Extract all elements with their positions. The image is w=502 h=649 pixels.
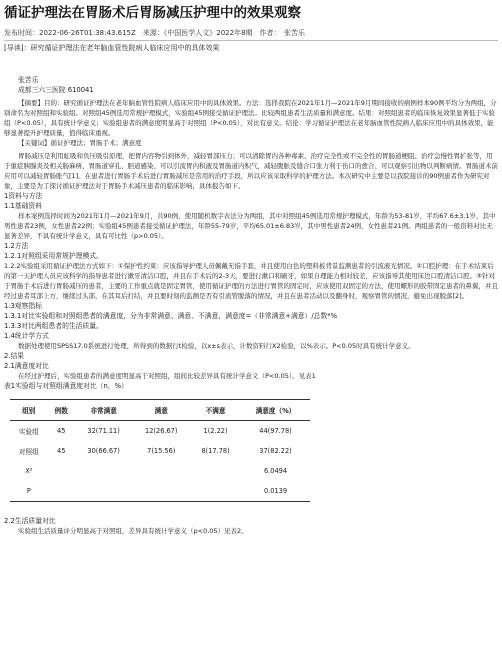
paragraph: 1.2.2实验组采用循证护理法方式如下：①保护性约束：应该指导护理人员佩戴无指手套，并且使用白色的塑料板背景监测患者的引流液光情况。②口腔护理：在手术结束后的第一天护理人员应该科学的指导患者进行漱牙清洁口腔，并且在手术后的2-3天，要进行漱口和刷牙，如果自理能力相对较差，应该指导其使用床边口腔清洁口腔。③针对于胃肠手术后进行胃肠减压的患者，主要的工作重点就是固定胃管，使用循证护理的方法进行胃管的固定时，应该使用双固定的方法，使用螺形的胶带固定患者的鼻翼，并且经过患者耳部上方，继续过头部，在其耳后打结，并且要时刻的监测是否有引流管脱落的情况，并且在患者活动以及翻身时，观察胃管的情况，避免出现脱落[2]。 <box>4 262 498 300</box>
table-cell <box>48 461 75 481</box>
table-cell: 7(15.56) <box>147 447 176 455</box>
table-cell: 37(82.22) <box>259 447 292 455</box>
table-row <box>10 481 310 502</box>
intro-paragraph: 胃肠减压是利用虹吸和负压吸引原理，把胃内容物引到体外，减轻胃部压力；可以清除胃内各种毒素、治疗完全性或不完全性的胃肠道梗阻、治疗急慢性胃扩张等，用于重症胰腺炎及相关肠麻痹、胃肠道穿孔、胆道感染、可以引流胃内积液及胃肠道内积气，减轻腹胀及缝合口张力利于伤口的愈合、可以观察引出物以判断病情。胃肠道术前应用可以减轻胃肠胀气[1]。在患者进行胃肠手术后进行胃肠减压是常用的治疗手段，所以应该采取科学的护理方法。本次研究中主要是以我院接诊的90例患者作为研究对象，主要是为了探讨循证护理法对于胃肠手术减压患者的临床影响，具体报告如下。 <box>4 152 498 190</box>
table-cell: X² <box>25 467 33 475</box>
table-row <box>10 421 310 442</box>
table-cell <box>75 461 133 481</box>
table-cell: 32(71.11) <box>87 427 120 435</box>
article-title: 循证护理法在胃肠术后胃肠减压护理中的效果观察 <box>4 5 301 21</box>
table-cell: 45 <box>57 447 66 455</box>
table-cell: 30(66.67) <box>87 447 120 455</box>
table-cell <box>190 461 241 481</box>
table-cell: 实验组 <box>18 428 39 436</box>
table-caption: 表1实验组与对照组满意度对比（n，%） <box>4 382 128 390</box>
table-header-cell: 例数 <box>48 400 75 421</box>
satisfaction-table <box>10 399 310 502</box>
table-header-cell: 非常满意 <box>75 400 133 421</box>
table-header-cell: 满意度（%） <box>241 400 310 421</box>
table-cell <box>132 481 190 502</box>
section-heading: 1资料与方法 <box>4 192 43 200</box>
table-cell: 44(97.78) <box>259 427 292 435</box>
table-header-cell: 组别 <box>10 400 48 421</box>
table-cell: 对照组 <box>18 448 39 456</box>
publish-meta: 发布时间：2022-06-26T01:38:43.615Z 来源：《中国医学人文》2022年8期 作者： 张苦乐 <box>4 29 306 37</box>
document-page <box>4 4 498 536</box>
table-cell: 6.0494 <box>263 467 288 475</box>
table-cell <box>132 461 190 481</box>
subsection-heading: 1.2.1对照组采用常规护理模式。 <box>4 252 103 260</box>
paragraph: 样本案例选择时间为2021年1月—2021年9月，共90例，使用随机数字表法分为两组，其中对照组45例选用常规护理模式，年龄为53-81岁，平均67.6±3.1岁，其中男性患者23例，女性患者22例；实验组45例患者接受循证护理法，年龄55-79岁，平均65.01±6.83岁，其中男性患者24例，女性患者21例。两组患者的一般资料对比无显著差异，不具有统计学意义，具有可比性（p>0.05）。 <box>4 212 496 240</box>
paragraph: 在经过护理后，实验组患者的满意度明显高于对照组，组间比较差异具有统计学意义（P<0.05）。见表1 <box>18 372 316 380</box>
table-cell <box>75 481 133 502</box>
table-header-cell: 不满意 <box>190 400 241 421</box>
paragraph: 数据处理使用SPSS17.0系统进行处理，所得到的数据行t检验，以x±s表示，计数资料行X2检验，以%表示。P<0.05时具有统计学意义。 <box>18 342 415 350</box>
divider <box>4 40 498 41</box>
author-affiliation: 成都三六三医院 610041 <box>18 86 94 94</box>
section-heading: 2.结果 <box>4 352 25 360</box>
table-cell: 1(2.22) <box>203 427 228 435</box>
paragraph: 实验组生活质量评分明显高于对照组，差异具有统计学意义（p<0.05）见表2。 <box>18 527 248 535</box>
paragraph: 1.3.3对比两组患者的生活质量。 <box>4 322 103 330</box>
subsection-heading: 1.4统计学方式 <box>4 332 49 340</box>
lead-text: [导读]：研究循证护理法在老年脑血管性院病人临床应用中的具体效果 <box>4 44 220 52</box>
table-row <box>10 441 310 461</box>
table-cell <box>190 481 241 502</box>
table-header-row <box>10 400 310 421</box>
subsection-heading: 1.1基础资料 <box>4 202 42 210</box>
abstract: 【摘要】目的：研究循证护理法在老年脑血管性院病人临床应用中的具体效果。方法：选择我院在2021年1月—2021年9月期间接收的病例样本90例平均分为两组，分别命名为对照组和实验组。对照组45例选用常规护理模式，实验组45例接受循证护理法。比较两组患者生活质量和满意度。结果：对照组患者的临床恢复效果显著低于实验组（P<0.05），具有统计学意义；实验组患者的满意度明显高于对照组（P<0.05），对比有意义。结论：学习循证护理法在老年脑血管性院病人临床应用中的具体效果，能够显著提升护理质量，值得临床重视。 <box>4 99 497 137</box>
subsection-heading: 1.2方法 <box>4 242 29 250</box>
subsection-heading: 2.2生活质量对比 <box>4 517 56 525</box>
paragraph: 1.3.1对比实验组和对照组患者的满意度，分为非常满意、满意、不满意，满意度=（非常满意+满意）/总数*% <box>4 312 338 320</box>
author-name: 张苦乐 <box>18 76 39 84</box>
keywords: 【关键词】循证护理法；胃肠手术；满意度 <box>18 139 142 147</box>
subsection-heading: 2.1满意度对比 <box>4 362 49 370</box>
table-cell: P <box>10 481 48 502</box>
subsection-heading: 1.3观察指标 <box>4 302 42 310</box>
table-cell: 0.0139 <box>241 481 310 502</box>
table-cell: 45 <box>57 427 66 435</box>
table-cell: 8(17.78) <box>201 447 230 455</box>
table-row <box>10 461 310 481</box>
table-cell: 12(26.67) <box>145 427 178 435</box>
table-cell <box>48 481 75 502</box>
table-header-cell: 满意 <box>132 400 190 421</box>
